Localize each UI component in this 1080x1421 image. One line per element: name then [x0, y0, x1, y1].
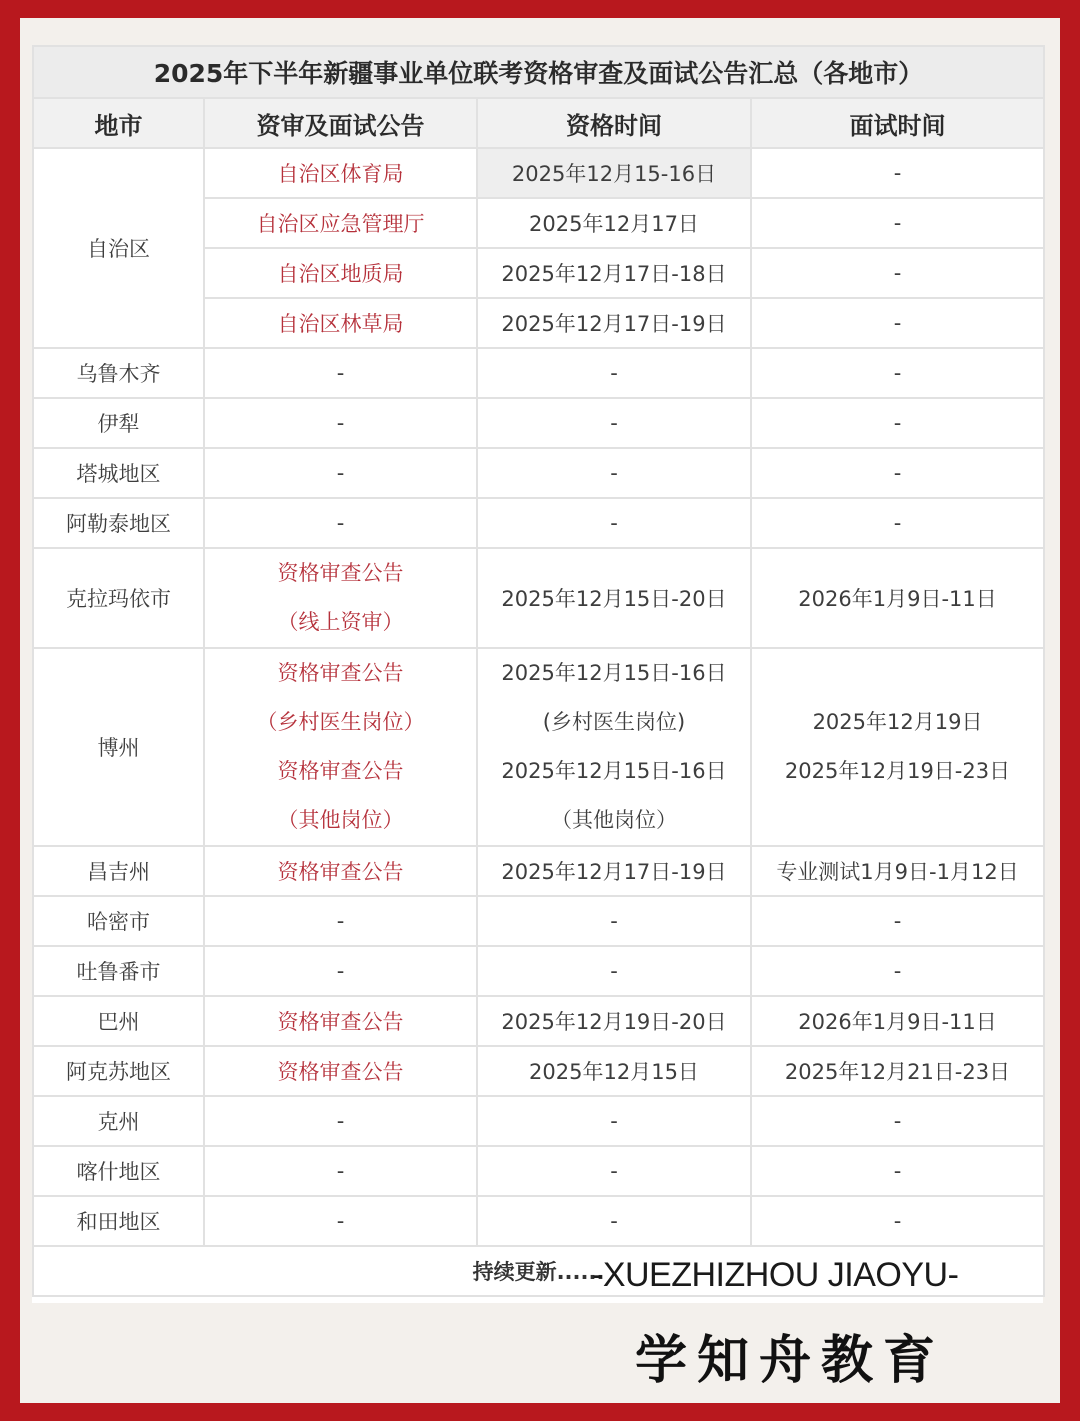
- qualification-time: -: [477, 896, 751, 946]
- notice-link[interactable]: 资格审查公告: [204, 846, 477, 896]
- brand-chinese: 学知舟教育: [635, 1330, 946, 1391]
- interview-time: 2025年12月21日-23日: [751, 1046, 1044, 1096]
- region-cell: 喀什地区: [33, 1146, 204, 1196]
- notice-line: （乡村医生岗位）: [256, 710, 425, 734]
- table-row: [33, 1046, 1044, 1096]
- qualification-time: 2025年12月15日: [477, 1046, 751, 1096]
- qualification-time: 2025年12月19日-20日: [477, 996, 751, 1046]
- notice-cell: -: [204, 1096, 477, 1146]
- table-row: [33, 896, 1044, 946]
- notice-cell: -: [204, 348, 477, 398]
- table-row: [33, 648, 1044, 846]
- region-cell: 克拉玛依市: [33, 548, 204, 648]
- qualification-time: -: [477, 498, 751, 548]
- qualification-line: (乡村医生岗位): [542, 710, 686, 734]
- qualification-time: -: [477, 348, 751, 398]
- notice-line: 资格审查公告: [277, 661, 404, 685]
- qualification-time: -: [477, 448, 751, 498]
- region-cell: 哈密市: [33, 896, 204, 946]
- notice-cell: -: [204, 1146, 477, 1196]
- region-cell: 吐鲁番市: [33, 946, 204, 996]
- notice-cell: -: [204, 1196, 477, 1246]
- summary-sheet: [32, 45, 1043, 1303]
- interview-time: 2026年1月9日-11日: [751, 996, 1044, 1046]
- brand-english: -XUEZHIZHOU JIAOYU-: [592, 1256, 959, 1294]
- notice-cell: -: [204, 498, 477, 548]
- table-row: [33, 348, 1044, 398]
- interview-time: -: [751, 148, 1044, 198]
- summary-table: [32, 45, 1045, 1297]
- notice-cell: -: [204, 448, 477, 498]
- qualification-time: 2025年12月17日: [477, 198, 751, 248]
- notice-line: （其他岗位）: [277, 808, 404, 832]
- region-cell: 阿克苏地区: [33, 1046, 204, 1096]
- interview-time: -: [751, 448, 1044, 498]
- interview-time: -: [751, 398, 1044, 448]
- qualification-line: 2025年12月15日-16日: [501, 661, 727, 685]
- qualification-time: 2025年12月17日-19日: [477, 846, 751, 896]
- table-row: [33, 1196, 1044, 1246]
- table-row: [33, 1096, 1044, 1146]
- header-qualification-time: 资格时间: [477, 98, 751, 148]
- notice-line: （线上资审）: [277, 610, 404, 634]
- qualification-time: 2025年12月17日-18日: [477, 248, 751, 298]
- qualification-line: （其他岗位）: [551, 808, 677, 832]
- notice-link[interactable]: [204, 548, 477, 648]
- region-cell: 巴州: [33, 996, 204, 1046]
- table-row: [33, 148, 1044, 198]
- notice-cell: -: [204, 398, 477, 448]
- footer-note: 持续更新......: [33, 1246, 1044, 1296]
- header-notice: 资审及面试公告: [204, 98, 477, 148]
- interview-time: -: [751, 498, 1044, 548]
- table-title: 2025年下半年新疆事业单位联考资格审查及面试公告汇总（各地市）: [33, 46, 1044, 98]
- interview-time: -: [751, 1146, 1044, 1196]
- notice-cell: -: [204, 896, 477, 946]
- region-cell: 博州: [33, 648, 204, 846]
- table-row: [33, 548, 1044, 648]
- interview-time: -: [751, 1196, 1044, 1246]
- region-cell: 和田地区: [33, 1196, 204, 1246]
- region-cell: 伊犁: [33, 398, 204, 448]
- interview-line: 2025年12月19日: [812, 710, 983, 734]
- notice-link[interactable]: 资格审查公告: [204, 1046, 477, 1096]
- interview-line: 2025年12月19日-23日: [784, 759, 1011, 783]
- notice-link[interactable]: [204, 648, 477, 846]
- qualification-time: -: [477, 946, 751, 996]
- notice-cell: -: [204, 946, 477, 996]
- interview-time: -: [751, 298, 1044, 348]
- qualification-time: 2025年12月15日-20日: [477, 548, 751, 648]
- interview-time: -: [751, 348, 1044, 398]
- qualification-time: -: [477, 1146, 751, 1196]
- header-interview-time: 面试时间: [751, 98, 1044, 148]
- notice-link[interactable]: 资格审查公告: [204, 996, 477, 1046]
- region-cell: 昌吉州: [33, 846, 204, 896]
- interview-time: -: [751, 248, 1044, 298]
- table-row: [33, 448, 1044, 498]
- header-region: 地市: [33, 98, 204, 148]
- table-row: [33, 1146, 1044, 1196]
- interview-time: 专业测试1月9日-1月12日: [751, 846, 1044, 896]
- notice-link[interactable]: 自治区体育局: [204, 148, 477, 198]
- interview-time: -: [751, 198, 1044, 248]
- region-cell: 克州: [33, 1096, 204, 1146]
- qualification-line: 2025年12月15日-16日: [501, 759, 727, 783]
- region-cell: 乌鲁木齐: [33, 348, 204, 398]
- qualification-time: 2025年12月17日-19日: [477, 298, 751, 348]
- interview-time: -: [751, 896, 1044, 946]
- interview-time: 2026年1月9日-11日: [751, 548, 1044, 648]
- table-row: [33, 398, 1044, 448]
- notice-link[interactable]: 自治区林草局: [204, 298, 477, 348]
- qualification-time: -: [477, 398, 751, 448]
- notice-link[interactable]: 自治区应急管理厅: [204, 198, 477, 248]
- region-cell: 自治区: [33, 148, 204, 348]
- interview-time: [751, 648, 1044, 846]
- notice-line: 资格审查公告: [277, 561, 404, 585]
- qualification-time: -: [477, 1196, 751, 1246]
- interview-time: -: [751, 1096, 1044, 1146]
- interview-time: -: [751, 946, 1044, 996]
- qualification-time: [477, 648, 751, 846]
- region-cell: 阿勒泰地区: [33, 498, 204, 548]
- card: [20, 18, 1060, 1403]
- table-row: [33, 498, 1044, 548]
- qualification-time: 2025年12月15-16日: [477, 148, 751, 198]
- table-row: [33, 846, 1044, 896]
- table-row: [33, 946, 1044, 996]
- notice-line: 资格审查公告: [277, 759, 404, 783]
- region-cell: 塔城地区: [33, 448, 204, 498]
- qualification-time: -: [477, 1096, 751, 1146]
- table-row: [33, 996, 1044, 1046]
- notice-link[interactable]: 自治区地质局: [204, 248, 477, 298]
